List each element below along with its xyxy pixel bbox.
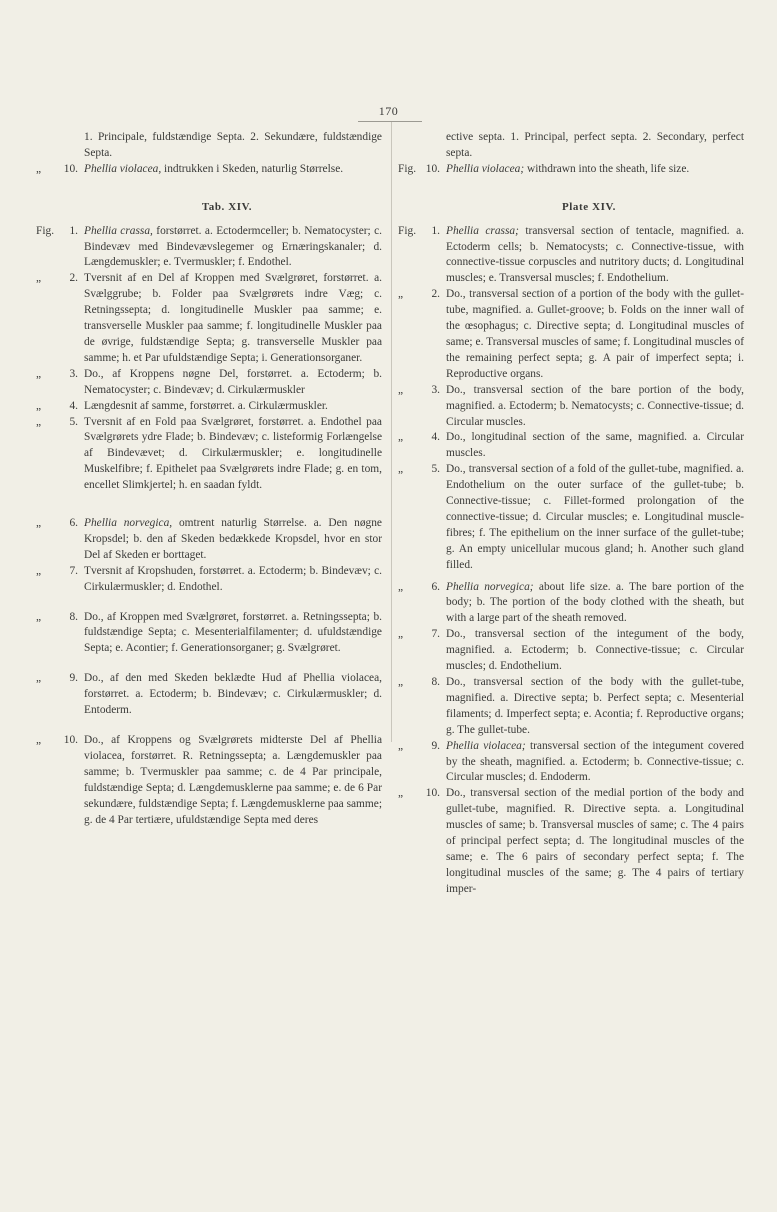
entry-text: Do., transversal section of the integument of the body, magnified. a. Ectoderm; b. Connective-tissue; c. Circular muscles; d. Endothelium. (446, 628, 744, 673)
figure-entry (398, 287, 744, 382)
entry-label (398, 739, 442, 755)
entry-label (398, 462, 442, 478)
entry-label (398, 162, 442, 178)
species-name: Phellia norvegica, (84, 517, 173, 530)
entry-prefix: „ (36, 415, 42, 428)
right-intro (398, 130, 744, 162)
entry-prefix: „ (398, 787, 404, 800)
entry-prefix: „ (36, 162, 42, 175)
entry-label (36, 733, 80, 749)
figure-entry (36, 415, 382, 495)
entry-text: transversal section of the integument covered by the sheath, magnified. a. Ectoderm; b. Connective-tissue; c. Circular muscles; d. Endoderm. (446, 739, 744, 784)
entry-number: 6. (431, 580, 440, 593)
entry-prefix: „ (36, 367, 42, 380)
entry-label (36, 415, 80, 431)
figure-entry (398, 739, 744, 787)
entry-number: 6. (69, 517, 78, 530)
figure-entry (36, 399, 382, 415)
entry-prefix: „ (36, 610, 42, 623)
figure-entry (36, 516, 382, 564)
entry-prefix: „ (398, 580, 404, 593)
figure-entry (398, 462, 744, 573)
entry-number: 2. (431, 288, 440, 301)
entry-text: Tversnit af Kropshuden, forstørret. a. Ectoderm; b. Bindevæv; c. Cirkulærmuskler; d. Endothel. (84, 564, 382, 593)
entry-label (36, 271, 80, 287)
entry-prefix: „ (398, 431, 404, 444)
entry-prefix: „ (398, 288, 404, 301)
entry-text: omtrent naturlig Størrelse. a. Den nøgne Kropsdel; b. den af Skeden bedækkede Kropsdel, hvor en stor Del af Skeden er borttaget. (84, 517, 382, 561)
entry-number: 1. (69, 224, 78, 237)
entry-text: forstørret. a. Ectodermceller; b. Nematocyster; c. Bindevæv med Bindevævslegemer og Ernæringskanaler; d. Længdemuskler; e. Tvermuskler; f. Endothel. (84, 224, 382, 269)
entry-text: indtrukken i Skeden, naturlig Størrelse. (164, 162, 344, 175)
entry-prefix: Fig. (36, 224, 55, 237)
right-plate-heading: Plate XIV. (561, 200, 617, 213)
entry-text: Do., longitudinal section of the same, magnified. a. Circular muscles. (446, 431, 744, 460)
right-intro-text: ective septa. 1. Principal, perfect septa. 2. Secondary, perfect septa. (446, 131, 744, 159)
entry-number: 9. (69, 672, 78, 685)
entry-text: Tversnit af en Fold paa Svælgrøret, forstørret. a. Endothel paa Svælgrørets ydre Flade; b. Bindevæv; c. listeformig Forlængelse af Bindevævet; d. Cirkulærmuskler; e. longitudinelle Muskelfibre; f. Epithelet paa Svælgrørets indre Flade; g. en tom, encellet Slimkjertel; h. en saadan fyldt. (84, 415, 382, 492)
entry-text: Do., af Kroppens nøgne Del, forstørret. a. Ectoderm; b. Nematocyster; c. Bindevæv; d. Cirkulærmuskler (84, 367, 382, 396)
left-intro (36, 130, 382, 162)
entry-number: 10. (425, 162, 440, 175)
entry-text: Do., transversal section of the bare portion of the body, magnified. a. Ectoderm; b. Nematocysts; c. Connective-tissue; d. Circular muscles. (446, 383, 744, 428)
entry-text: Do., transversal section of a fold of the gullet-tube, magnified. a. Endothelium on the outer surface of the gullet-tube; b. Connective-tissue; c. Fillet-formed prolongation of the connective-tissue; d. Circular muscles; e. Longitudinal muscle-fibres; f. The epithelium on the inner surface of the gullet-tube; g. An empty unicellular mucous gland; h. Another such gland filled. (446, 463, 744, 571)
column-divider (391, 122, 392, 742)
entry-number: 5. (69, 415, 78, 428)
entry-prefix: „ (398, 383, 404, 396)
species-name: Phellia crassa; (446, 224, 519, 237)
species-name: Phellia violacea; (446, 739, 526, 752)
left-intro-text: 1. Principale, fuldstændige Septa. 2. Sekundære, fuldstændige Septa. (84, 131, 382, 159)
figure-entry (398, 786, 744, 897)
entry-prefix: „ (36, 272, 42, 285)
species-name: Phellia violacea, (84, 162, 162, 175)
entry-number: 3. (69, 367, 78, 380)
left-plate-heading: Tab. XIV. (201, 200, 253, 213)
entry-text: Tversnit af en Del af Kroppen med Svælgrøret, forstørret. a. Svælggrube; b. Folder paa Svælgrørets indre Væg; c. Retningssepta; d. longitudinelle Muskler paa samme; e. transverselle Muskler paa samme; f. longitudinelle Muskler paa de øvrige, fuldstændige Septa; g. transverselle Muskler paa samme; h. et Par ufuldstændige Septa; i. Generationsorganer. (84, 272, 382, 364)
entry-text: Do., af den med Skeden beklædte Hud af Phellia violacea, forstørret. a. Ectoderm; b. Bindevæv; c. Cirkulærmuskler; d. Entoderm. (84, 672, 382, 717)
entry-prefix: „ (36, 399, 42, 412)
entry-number: 9. (431, 739, 440, 752)
figure-entry (398, 224, 744, 288)
figure-entry (36, 610, 382, 658)
entry-number: 10. (63, 734, 78, 746)
right-fig10-entry (398, 162, 744, 178)
entry-label (398, 627, 442, 643)
entry-label (36, 162, 80, 178)
entry-label (398, 430, 442, 446)
entry-label (398, 580, 442, 596)
entry-label (36, 367, 80, 383)
entry-prefix: „ (398, 739, 404, 752)
figure-entry (36, 564, 382, 596)
entry-text: Do., af Kroppen med Svælgrøret, forstørret. a. Retningssepta; b. fuldstændige Septa; c. Mesenterialfilamenter; d. ufuldstændige Septa; e. Acontier; f. Generationsorganer; g. Svælgrøret. (84, 610, 382, 655)
entry-label (36, 516, 80, 532)
entry-text: transversal section of tentacle, magnified. a. Ectoderm cells; b. Nematocysts; c. Connective-tissue, with connective-tissue corpuscles and nutritory ducts; d. Longitudinal muscles; e. Transversal muscles; f. Endothelium. (446, 224, 744, 285)
entry-number: 7. (69, 564, 78, 577)
page-number: 170 (378, 104, 399, 118)
figure-entry (36, 733, 382, 828)
entry-label (36, 564, 80, 580)
figure-entry (36, 271, 382, 366)
species-name: Phellia violacea; (446, 162, 525, 175)
entry-number: 5. (431, 463, 440, 476)
entry-label (36, 224, 80, 240)
entry-label (398, 224, 442, 240)
entry-prefix: „ (36, 672, 42, 685)
species-name: Phellia norvegica; (446, 580, 534, 593)
figure-entry (398, 430, 744, 462)
figure-entry (36, 671, 382, 719)
entry-label (36, 610, 80, 626)
entry-label (398, 383, 442, 399)
entry-label (36, 399, 80, 415)
entry-prefix: „ (36, 734, 42, 746)
entry-text: Do., transversal section of the body with the gullet-tube, magnified. a. Directive septa; b. Perfect septa; c. Mesenterial filaments; d. Imperfect septa; e. Acontia; f. Reproductive organs; g. The gullet-tube. (446, 676, 744, 736)
entry-text: Do., transversal section of the medial portion of the body and gullet-tube, magnified. R. Directive septa. a. Longitudinal muscles of same; b. Transversal muscles of same; c. The 4 pairs of principal perfect septa; d. The longitudinal muscles of the same; e. The 6 pairs of secondary perfect septa; f. The longitudinal muscles of the same; g. The 4 pairs of tertiary imper- (446, 787, 744, 895)
entry-number: 7. (431, 628, 440, 641)
entry-number: 2. (69, 272, 78, 285)
entry-prefix: „ (36, 517, 42, 530)
header-rule (358, 121, 422, 122)
entry-number: 8. (69, 610, 78, 623)
figure-entry (398, 675, 744, 739)
entry-prefix: „ (398, 463, 404, 476)
left-fig10-entry (36, 162, 382, 178)
entry-number: 1. (431, 224, 440, 237)
entry-number: 10. (425, 787, 440, 800)
figure-entry (398, 627, 744, 675)
entry-number: 3. (431, 383, 440, 396)
entry-text: about life size. a. The bare portion of the body; b. The portion of the body clothed with the sheath, but with a large part of the sheath removed. (446, 580, 744, 625)
entry-text: Do., transversal section of a portion of the body with the gullet-tube, magnified. a. Gullet-groove; b. Folds on the inner wall of the œsophagus; c. Directive septa; d. Longitudinal muscles of same; e. Transversal muscles of same; f. Longitudinal muscles of the remaining perfect septa; g. A pair of imperfect septa; i. Reproductive organs. (446, 288, 744, 380)
entry-prefix: „ (398, 628, 404, 641)
right-column (398, 130, 744, 898)
entry-number: 4. (431, 431, 440, 444)
entry-number: 10. (63, 162, 78, 175)
entry-text: withdrawn into the sheath, life size. (526, 162, 690, 175)
entry-label (398, 786, 442, 802)
figure-entry (398, 580, 744, 628)
entry-prefix: Fig. (398, 162, 417, 175)
entry-label (398, 287, 442, 303)
figure-entry (36, 367, 382, 399)
left-column (36, 130, 382, 828)
figure-entry (36, 224, 382, 272)
entry-text: Do., af Kroppens og Svælgrørets midterste Del af Phellia violacea, forstørret. R. Retningssepta; a. Længdemuskler paa samme; b. Tvermuskler paa samme; c. de 4 Par principale, fuldstændige Septa; d. Længdemusklerne paa samme; e. de 6 Par sekundære, fuldstændige Septa; f. Længdemusklerne paa samme; g. de 4 Par tertiære, ufuldstændige Septa med deres (84, 734, 382, 826)
entry-prefix: „ (398, 676, 404, 688)
entry-label (398, 675, 442, 691)
entry-number: 4. (69, 399, 78, 412)
entry-text: Længdesnit af samme, forstørret. a. Cirkulærmuskler. (84, 399, 328, 412)
figure-entry (398, 383, 744, 431)
entry-label (36, 671, 80, 687)
entry-number: 8. (431, 676, 440, 688)
entry-prefix: „ (36, 564, 42, 577)
entry-prefix: Fig. (398, 224, 417, 237)
species-name: Phellia crassa, (84, 224, 153, 237)
